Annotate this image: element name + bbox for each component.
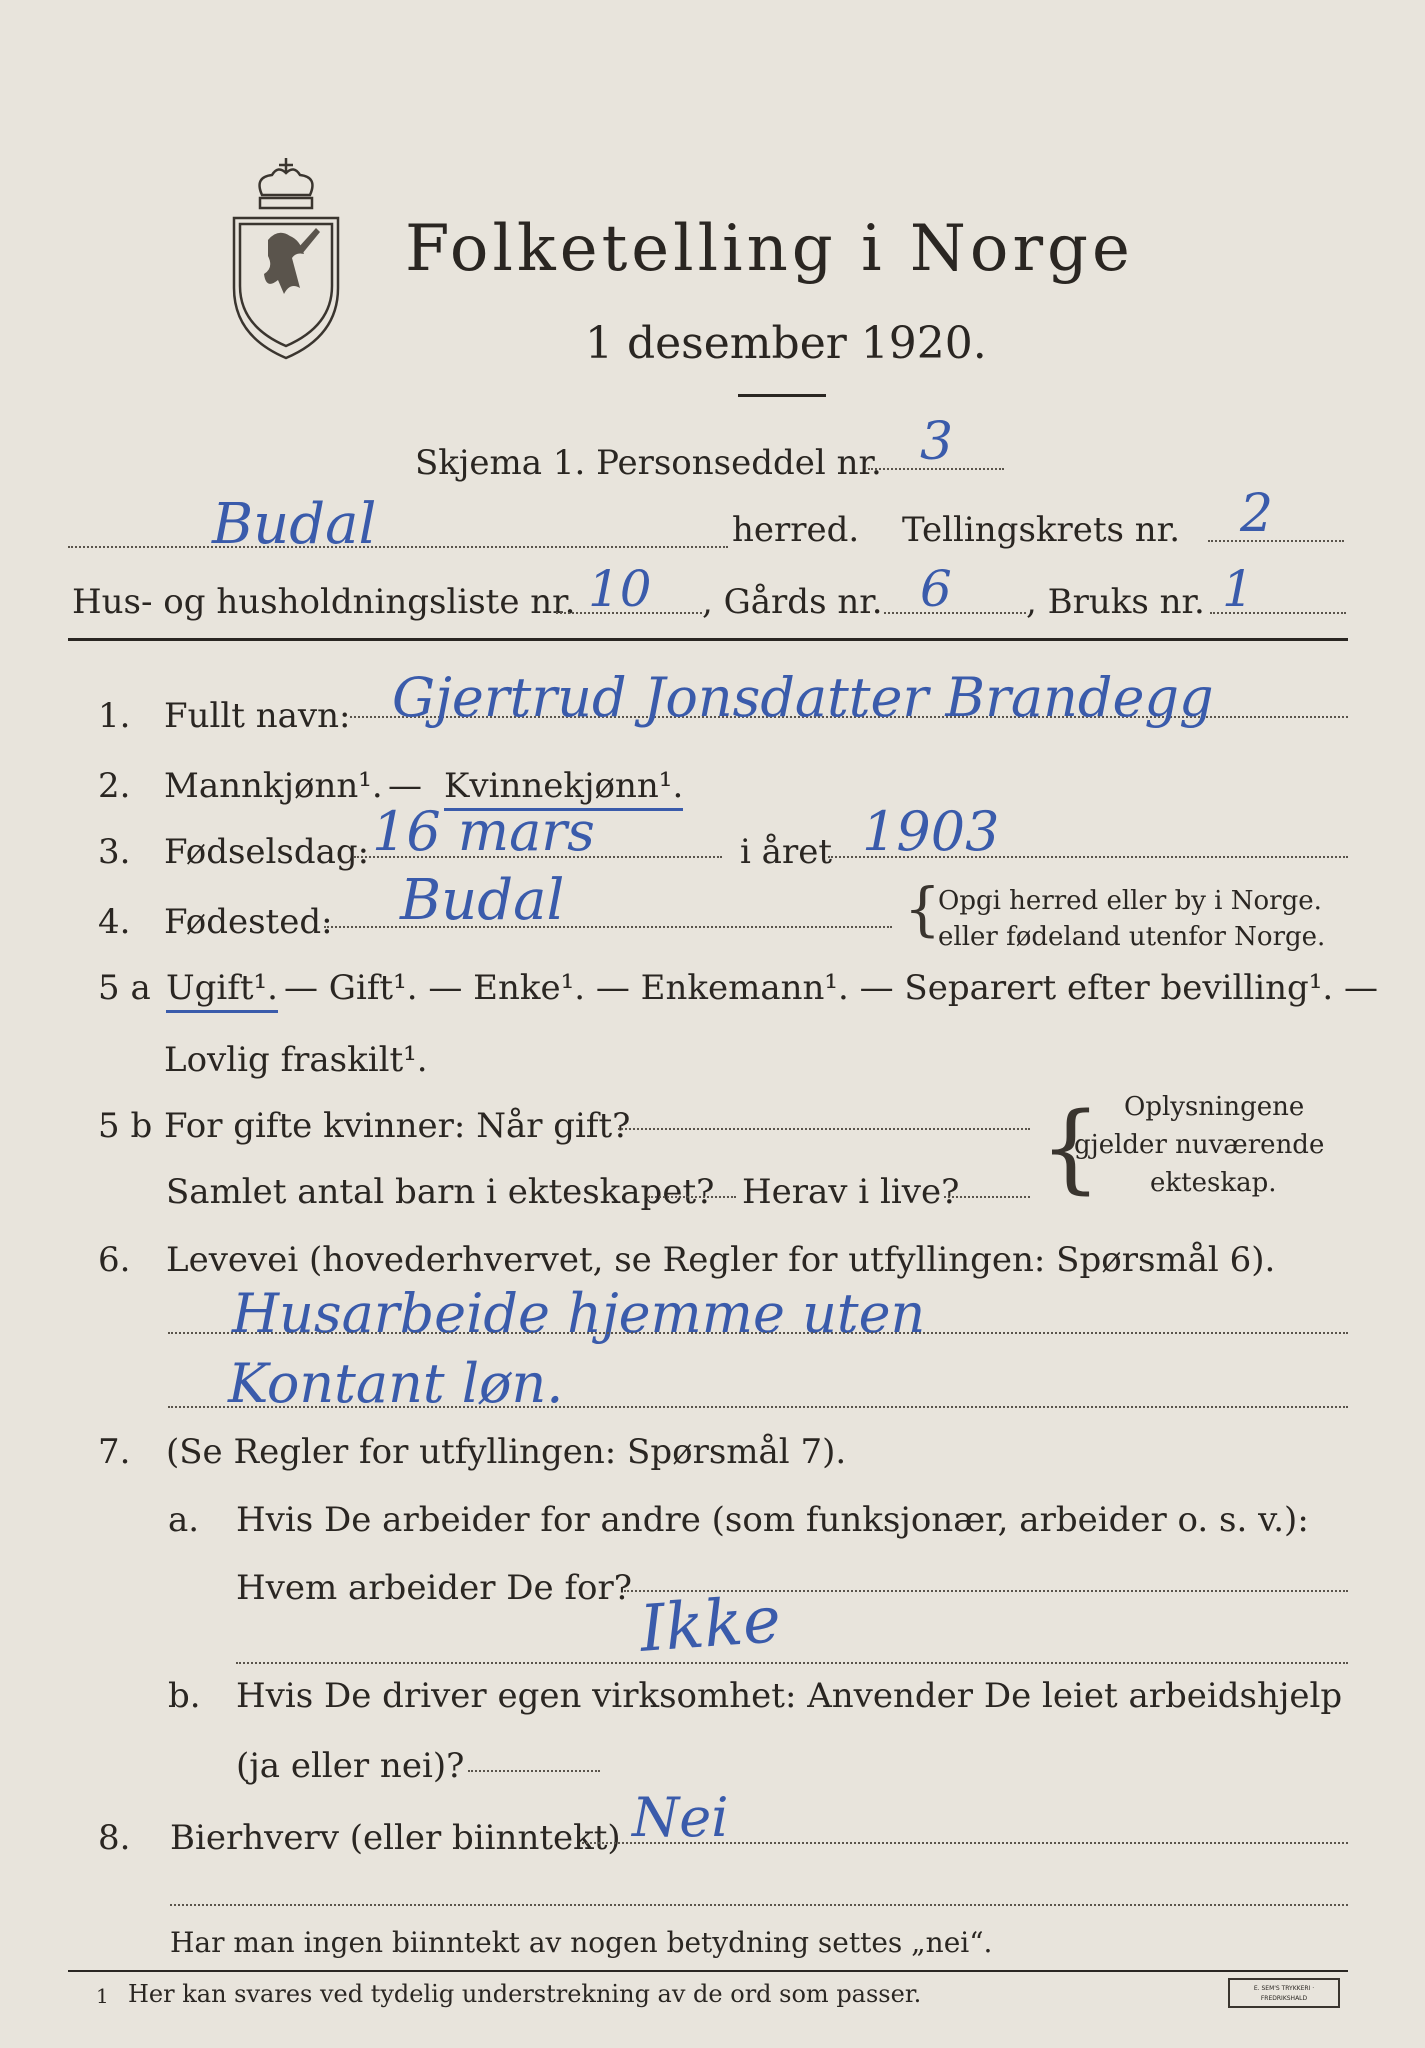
q3-year-label: i året (740, 832, 832, 872)
q1-label: Fullt navn: (164, 696, 351, 736)
q2-dash: — (388, 766, 422, 806)
side-income-field-line2[interactable] (170, 1904, 1348, 1906)
married-date-field[interactable] (618, 1128, 1030, 1130)
footnote-text: Her kan svares ved tydelig understrekning av de ord som passer. (128, 1980, 922, 2008)
full-name-value: Gjertrud Jonsdatter Brandegg (392, 666, 1214, 729)
children-count-field[interactable] (648, 1196, 736, 1198)
q7b-letter: b. (168, 1676, 201, 1716)
q4-number: 4. (98, 902, 131, 942)
coat-of-arms-icon (226, 150, 346, 365)
bruks-label: , Bruks nr. (1026, 582, 1205, 622)
herred-field[interactable] (68, 546, 728, 548)
q4-note-line2: eller fødeland utenfor Norge. (938, 922, 1326, 952)
hired-help-field[interactable] (468, 1770, 600, 1772)
q5a-ugift-option[interactable]: Ugift¹. (166, 968, 278, 1013)
q1-number: 1. (98, 696, 131, 736)
q7b-question: Hvis De driver egen virksomhet: Anvender De leiet arbeidshjelp (236, 1676, 1343, 1716)
q4-note-line1: Opgi herred eller by i Norge. (938, 886, 1322, 916)
occupation-field-line2[interactable] (168, 1406, 1348, 1408)
q8-number: 8. (98, 1818, 131, 1858)
occupation-field-line1[interactable] (168, 1332, 1348, 1334)
birthday-value: 16 mars (372, 800, 595, 863)
husholdningsliste-label: Hus- og husholdningsliste nr. (72, 582, 576, 622)
q4-label: Fødested: (164, 902, 333, 942)
q7-number: 7. (98, 1432, 131, 1472)
schema-number-value: 3 (920, 412, 954, 472)
q5a-fraskilt-option[interactable]: Lovlig fraskilt¹. (164, 1040, 428, 1080)
q7a-letter: a. (168, 1500, 200, 1540)
employer-value: Ikke (637, 1583, 784, 1667)
q7-label: (Se Regler for utfyllingen: Spørsmål 7). (166, 1432, 847, 1472)
q4-brace: { (904, 875, 941, 943)
q6-number: 6. (98, 1240, 131, 1280)
husholdningsliste-value: 10 (588, 560, 652, 618)
q3-number: 3. (98, 832, 131, 872)
q7a-employer-label: Hvem arbeider De for? (236, 1568, 632, 1608)
q8-label: Bierhverv (eller biinntekt) (170, 1818, 621, 1858)
birthplace-value: Budal (400, 868, 565, 933)
birth-year-value: 1903 (862, 800, 1000, 863)
q5b-alive-label: Herav i live? (742, 1172, 960, 1212)
herred-label: herred. (732, 510, 860, 550)
side-income-note: Har man ingen biinntekt av nogen betydning settes „nei“. (170, 1926, 993, 1959)
q5a-number: 5 a (98, 968, 151, 1008)
q2-female-option[interactable]: Kvinnekjønn¹. (444, 766, 683, 811)
q5b-note-line1: Oplysningene (1124, 1092, 1305, 1122)
gards-value: 6 (920, 560, 952, 618)
header-divider (68, 638, 1348, 641)
q5b-married-label: For gifte kvinner: Når gift? (164, 1106, 631, 1146)
children-alive-field[interactable] (944, 1196, 1030, 1198)
employer-field-line2[interactable] (236, 1662, 1348, 1664)
gards-field[interactable] (884, 612, 1026, 614)
q5b-number: 5 b (98, 1106, 153, 1146)
occupation-value-line2: Kontant løn. (228, 1352, 564, 1415)
q5b-children-label: Samlet antal barn i ekteskapet? (166, 1172, 715, 1212)
tellingskrets-field[interactable] (1208, 540, 1344, 542)
form-title: Folketelling i Norge (405, 212, 1134, 286)
bruks-value: 1 (1222, 560, 1254, 618)
footnote-mark: 1 (96, 1984, 109, 2008)
q2-male-option[interactable]: Mannkjønn¹. (164, 766, 383, 806)
census-date: 1 desember 1920. (585, 318, 987, 369)
q5b-note-line2: gjelder nuværende (1074, 1130, 1325, 1160)
q7b-ja-nei-label: (ja eller nei)? (236, 1746, 465, 1786)
q5a-other-options[interactable]: — Gift¹. — Enke¹. — Enkemann¹. — Separert efter bevilling¹. — (284, 968, 1379, 1008)
footer-divider (68, 1970, 1348, 1972)
q7a-question: Hvis De arbeider for andre (som funksjonær, arbeider o. s. v.): (236, 1500, 1309, 1540)
tellingskrets-label: Tellingskrets nr. (902, 510, 1181, 550)
title-divider (738, 394, 826, 397)
tellingskrets-value: 2 (1240, 484, 1274, 544)
q5b-brace: { (1040, 1092, 1102, 1204)
gards-label: , Gårds nr. (702, 582, 883, 622)
q5b-note-line3: ekteskap. (1150, 1168, 1277, 1198)
q6-label: Levevei (hovederhvervet, se Regler for utfyllingen: Spørsmål 6). (166, 1240, 1276, 1280)
q2-number: 2. (98, 766, 131, 806)
occupation-value-line1: Husarbeide hjemme uten (232, 1282, 926, 1345)
q3-label: Fødselsdag: (164, 832, 370, 872)
side-income-value: Nei (632, 1786, 729, 1849)
printer-stamp: E. SEM'S TRYKKERI · FREDRIKSHALD (1228, 1978, 1340, 2008)
herred-value: Budal (212, 492, 377, 557)
schema-label: Skjema 1. Personseddel nr. (415, 443, 882, 483)
